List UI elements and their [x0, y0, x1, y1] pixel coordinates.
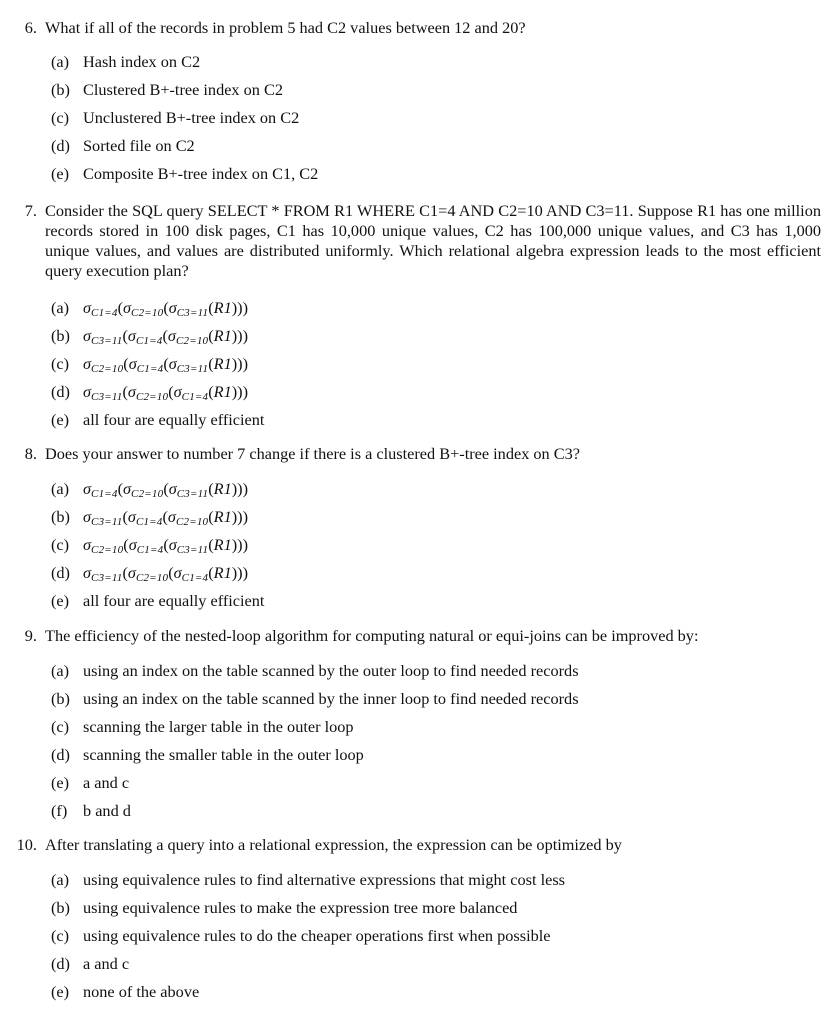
option-text: scanning the larger table in the outer loop: [83, 717, 354, 736]
option-a: [51, 52, 200, 72]
question-text: Consider the SQL query SELECT * FROM R1 WHERE C1=4 AND C2=10 AND C3=11. Suppose R1 has one million records stored in 100 disk pages, C1 has 10,000 unique values, C2 has 100,000 unique values, and C3 has 1,000 unique values, and values are distributed uniformly. Which relational algebra expression leads to the most efficient query execution plan?: [45, 201, 821, 280]
option-d: [51, 954, 129, 974]
option-label: (a): [51, 52, 70, 71]
option-e: [51, 410, 264, 430]
option-d: [51, 563, 248, 585]
option-label: (e): [51, 410, 70, 429]
option-label: (b): [51, 80, 70, 99]
option-label: (c): [51, 926, 70, 945]
condition-middle: C1=4: [135, 516, 163, 528]
condition-outer: C3=11: [91, 516, 123, 528]
option-label: (e): [51, 982, 70, 1001]
option-e: [51, 773, 129, 793]
condition-outer: C3=11: [91, 335, 123, 347]
option-text: scanning the smaller table in the outer loop: [83, 745, 364, 764]
option-label: (f): [51, 801, 68, 820]
relation-name: R1: [213, 326, 232, 345]
condition-outer: C2=10: [91, 544, 124, 556]
selection-expression: σC2=10(σC1=4(σC3=11(R1))): [83, 535, 248, 556]
selection-expression: σC1=4(σC2=10(σC3=11(R1))): [83, 298, 248, 319]
question-text: After translating a query into a relational expression, the expression can be optimized by: [45, 835, 622, 854]
condition-inner: C3=11: [176, 488, 209, 500]
selection-expression: σC3=11(σC2=10(σC1=4(R1))): [83, 382, 248, 403]
option-a: [51, 870, 565, 890]
relation-name: R1: [213, 535, 232, 554]
option-d: [51, 745, 364, 765]
condition-outer: C1=4: [91, 488, 118, 500]
question-number: 9.: [24, 626, 37, 645]
option-label: (e): [51, 164, 70, 183]
condition-middle: C1=4: [136, 544, 164, 556]
relation-name: R1: [213, 479, 232, 498]
option-text: Hash index on C2: [83, 52, 201, 71]
relation-name: R1: [213, 563, 232, 582]
option-label: (c): [51, 108, 70, 127]
condition-middle: C2=10: [135, 391, 169, 403]
selection-expression: σC3=11(σC1=4(σC2=10(R1))): [83, 507, 248, 528]
condition-inner: C1=4: [181, 572, 209, 584]
option-label: (b): [51, 326, 70, 345]
option-label: (b): [51, 507, 70, 526]
condition-middle: C1=4: [136, 363, 164, 375]
option-text: using an index on the table scanned by the inner loop to find needed records: [83, 689, 579, 708]
question-number: 10.: [16, 835, 37, 854]
condition-outer: C3=11: [91, 572, 123, 584]
option-text: Sorted file on C2: [83, 136, 195, 155]
question-text: What if all of the records in problem 5 had C2 values between 12 and 20?: [45, 18, 526, 37]
option-text: all four are equally efficient: [83, 410, 265, 429]
condition-outer: C2=10: [91, 363, 124, 375]
option-text: none of the above: [83, 982, 200, 1001]
condition-inner: C3=11: [176, 307, 209, 319]
condition-middle: C1=4: [135, 335, 163, 347]
relation-name: R1: [213, 354, 232, 373]
condition-middle: C2=10: [135, 572, 169, 584]
option-b: [51, 689, 579, 709]
question-number: 8.: [24, 444, 37, 463]
option-label: (d): [51, 954, 70, 973]
option-label: (b): [51, 898, 70, 917]
option-label: (a): [51, 298, 70, 317]
option-label: (c): [51, 717, 70, 736]
option-text: using equivalence rules to make the expression tree more balanced: [83, 898, 518, 917]
condition-inner: C3=11: [176, 544, 209, 556]
option-c: [51, 926, 551, 946]
question-number: 6.: [24, 18, 37, 37]
option-b: [51, 898, 517, 918]
selection-expression: σC3=11(σC2=10(σC1=4(R1))): [83, 563, 248, 584]
relation-name: R1: [213, 507, 232, 526]
option-f: [51, 801, 131, 821]
option-text: using equivalence rules to find alternative expressions that might cost less: [83, 870, 565, 889]
option-c: [51, 108, 299, 128]
option-text: Composite B+-tree index on C1, C2: [83, 164, 319, 183]
option-label: (d): [51, 136, 70, 155]
relation-name: R1: [213, 298, 232, 317]
option-label: (d): [51, 563, 70, 582]
option-e: [51, 164, 318, 184]
option-c: [51, 535, 248, 557]
option-label: (d): [51, 745, 70, 764]
condition-middle: C2=10: [131, 488, 164, 500]
condition-inner: C2=10: [175, 516, 209, 528]
option-b: [51, 80, 283, 100]
option-label: (c): [51, 354, 70, 373]
option-text: Clustered B+-tree index on C2: [83, 80, 283, 99]
option-label: (e): [51, 773, 70, 792]
option-label: (c): [51, 535, 70, 554]
option-c: [51, 717, 354, 737]
relation-name: R1: [213, 382, 232, 401]
condition-middle: C2=10: [131, 307, 164, 319]
option-label: (a): [51, 479, 70, 498]
option-label: (b): [51, 689, 70, 708]
option-text: using equivalence rules to do the cheaper operations first when possible: [83, 926, 551, 945]
option-a: [51, 298, 248, 320]
option-e: [51, 591, 264, 611]
selection-expression: σC2=10(σC1=4(σC3=11(R1))): [83, 354, 248, 375]
question-text: Does your answer to number 7 change if there is a clustered B+-tree index on C3?: [45, 444, 580, 463]
option-c: [51, 354, 248, 376]
selection-expression: σC1=4(σC2=10(σC3=11(R1))): [83, 479, 248, 500]
condition-inner: C3=11: [176, 363, 209, 375]
option-text: all four are equally efficient: [83, 591, 265, 610]
option-text: Unclustered B+-tree index on C2: [83, 108, 300, 127]
option-label: (a): [51, 661, 70, 680]
condition-inner: C2=10: [175, 335, 209, 347]
option-b: [51, 507, 248, 529]
condition-outer: C1=4: [91, 307, 118, 319]
option-a: [51, 479, 248, 501]
option-label: (d): [51, 382, 70, 401]
option-label: (a): [51, 870, 70, 889]
question-number: 7.: [24, 201, 37, 220]
option-e: [51, 982, 199, 1002]
option-text: b and d: [83, 801, 131, 820]
option-label: (e): [51, 591, 70, 610]
condition-inner: C1=4: [181, 391, 209, 403]
option-text: a and c: [83, 954, 130, 973]
condition-outer: C3=11: [91, 391, 123, 403]
question-text: The efficiency of the nested-loop algorithm for computing natural or equi-joins can be improved by:: [45, 626, 699, 645]
selection-expression: σC3=11(σC1=4(σC2=10(R1))): [83, 326, 248, 347]
option-b: [51, 326, 248, 348]
option-d: [51, 136, 195, 156]
option-text: using an index on the table scanned by the outer loop to find needed records: [83, 661, 579, 680]
option-text: a and c: [83, 773, 130, 792]
option-d: [51, 382, 248, 404]
option-a: [51, 661, 579, 681]
